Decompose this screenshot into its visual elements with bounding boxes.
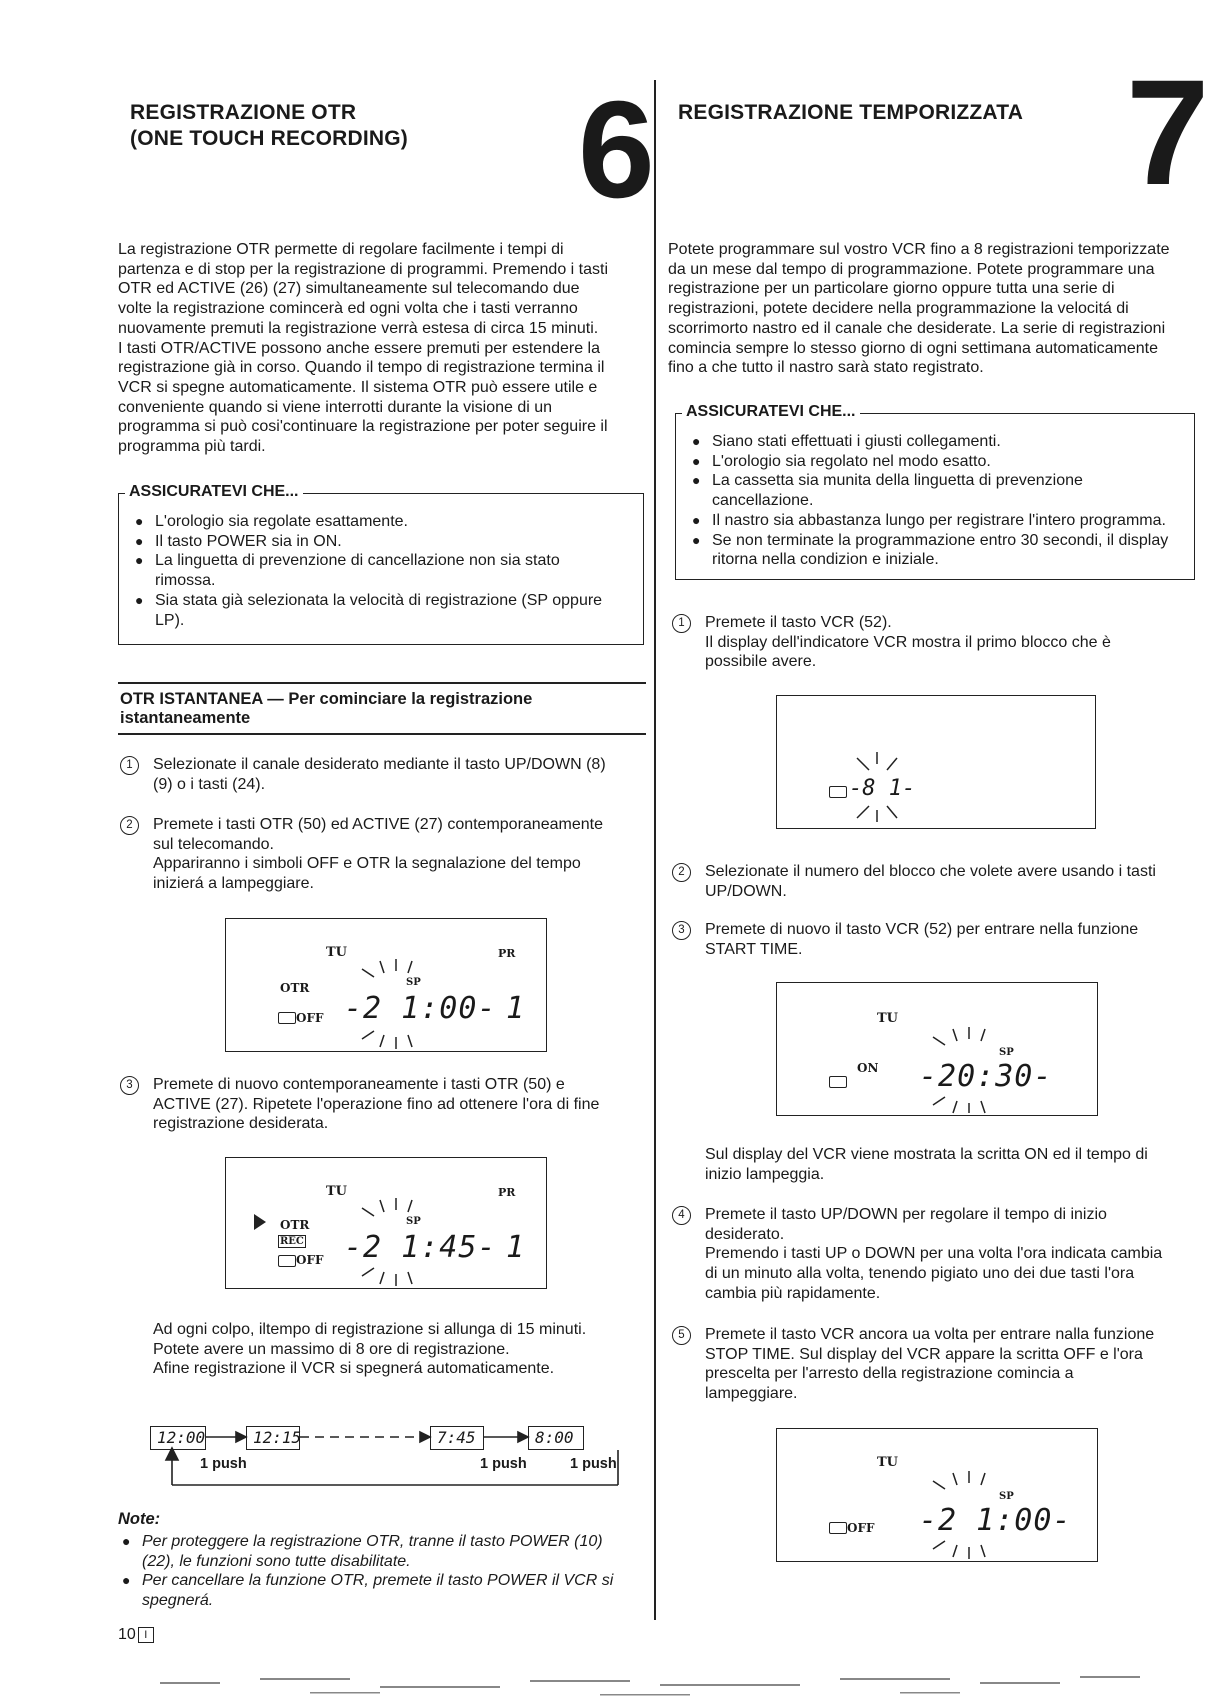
lcd-sp-label: SP <box>406 977 421 988</box>
lcd-tu-label: TU <box>877 1011 899 1026</box>
right-check-list <box>688 432 1188 570</box>
blink-rays-icon <box>777 696 1095 828</box>
lcd-tu-label: TU <box>326 1184 348 1199</box>
lcd-time-readout: -2 1:45- <box>344 1230 497 1265</box>
note-item: ● Per cancellare la funzione OTR, premete il tasto POWER il VCR si spegnerá. <box>122 1572 614 1610</box>
step-number-circle: 3 <box>120 1076 139 1095</box>
right-intro-line: da un mese dal tempo di programmazione. Potete programmare una <box>668 260 1155 278</box>
lcd-channel-readout: 1 <box>506 991 526 1026</box>
blink-rays-icon <box>226 919 546 1051</box>
right-on-line: Sul display del VCR viene mostrata la scritta ON ed il tempo di <box>705 1146 1148 1163</box>
step-text: Selezionate il canale desiderato mediante il tasto UP/DOWN (8) (9) o i tasti (24). <box>153 756 606 793</box>
lcd-otr-label: OTR <box>280 1218 310 1232</box>
lcd-rec-label: REC <box>280 1236 304 1247</box>
push-label-2: 1 push <box>480 1456 527 1472</box>
lcd-time-readout: -20:30- <box>919 1059 1053 1094</box>
left-intro-line: OTR ed ACTIVE (26) (27) simultaneamente sul telecomando due <box>118 280 580 298</box>
note-item: ● Per proteggere la registrazione OTR, tranne il tasto POWER (10) (22), le funzioni sono tutte disabilitate. <box>122 1533 603 1570</box>
lcd-display-otr-off <box>225 918 547 1052</box>
left-intro-line: I tasti OTR/ACTIVE possono anche essere premuti per estendere la <box>118 339 601 357</box>
left-intro-paragraph <box>118 240 638 457</box>
sequence-time-3: 7:45 <box>430 1426 484 1450</box>
check-item: ● L'orologio sia regolato nel modo esatto. <box>692 452 991 470</box>
right-intro-line: Potete programmare sul vostro VCR fino a 8 registrazioni temporizzate <box>668 241 1170 258</box>
left-intro-line: conveniente quando si viene interrotti durante la visione di un <box>118 398 553 416</box>
check-item: ● L'orologio sia regolate esattamente. <box>135 513 408 530</box>
page-language-box: I <box>138 1627 154 1643</box>
check-item: ● Siano stati effettuati i giusti collegamenti. <box>692 433 1001 450</box>
check-item: ● Il tasto POWER sia in ON. <box>135 532 342 550</box>
blink-rays-icon <box>777 1429 1097 1561</box>
step-number-circle: 3 <box>672 921 691 940</box>
lcd-time-readout: -2 1:00- <box>919 1503 1072 1538</box>
step-text: Premete di nuovo il tasto VCR (52) per entrare nella funzione START TIME. <box>705 921 1139 958</box>
left-intro-line: programma più tardi. <box>118 438 266 456</box>
scan-noise <box>60 1672 1180 1702</box>
sequence-time-4: 8:00 <box>528 1426 584 1450</box>
right-intro-line: comincia sempre lo stesso giorno di ogni settimana automaticamente <box>668 339 1159 357</box>
step-text: Premete i tasti OTR (50) ed ACTIVE (27) contemporaneamente sul telecomando. Appariranno i simboli OFF e OTR la segnalazione del tempo inizierá a lampeggiare. <box>153 816 603 893</box>
left-sub-rule-bottom <box>118 733 646 735</box>
lcd-pr-label: PR <box>498 1186 516 1199</box>
check-item: LP). <box>155 611 185 629</box>
left-after-line: Ad ogni colpo, iltempo di registrazione si allunga di 15 minuti. <box>153 1321 587 1338</box>
left-check-title: ASSICURATEVI CHE... <box>125 483 303 501</box>
step-number-circle: 4 <box>672 1206 691 1225</box>
check-item: ● Se non terminate la programmazione entro 30 secondi, il display <box>692 531 1169 549</box>
step-number-circle: 5 <box>672 1326 691 1345</box>
lcd-tu-label: TU <box>326 945 348 960</box>
left-intro-line: nuovamente premuti la registrazione verrà estesa di circa 15 minuti. <box>118 319 599 337</box>
left-sub-title: OTR ISTANTANEA — Per cominciare la registrazione istantaneamente <box>120 690 533 727</box>
check-item: ● Il nastro sia abbastanza lungo per registrare l'intero programma. <box>692 511 1166 529</box>
check-item: ● La linguetta di prevenzione di cancellazione non sia stato <box>135 552 560 570</box>
right-section-number: 7 <box>1126 48 1210 216</box>
lcd-off-label: OFF <box>847 1521 875 1535</box>
right-intro-line: registrazione per un particolare giorno oppure tutta una serie di <box>668 280 1115 298</box>
step-text: Selezionate il numero del blocco che volete avere usando i tasti UP/DOWN. <box>705 863 1156 900</box>
step-text: Premete il tasto VCR (52). Il display dell'indicatore VCR mostra il primo blocco che è possibile avere. <box>705 614 1111 671</box>
step-text: Premete il tasto UP/DOWN per regolare il tempo di inizio desiderato. Premendo i tasti UP o DOWN per una volta l'ora indicata cambia di un minuto alla volta, tenendo pigiato uno dei due tasti l'ora cambia più rapidamente. <box>705 1206 1163 1302</box>
right-section-title: REGISTRAZIONE TEMPORIZZATA <box>678 101 1024 124</box>
lcd-channel-readout: 1 <box>506 1230 526 1265</box>
left-sub-rule-top <box>118 682 646 684</box>
right-check-title: ASSICURATEVI CHE... <box>682 403 860 421</box>
bullet-icon: ● <box>135 513 144 529</box>
left-section-title: REGISTRAZIONE OTR (ONE TOUCH RECORDING) <box>130 101 408 150</box>
lcd-off-label: OFF <box>296 1011 324 1025</box>
note-list <box>118 1532 648 1611</box>
right-intro-line: scorrimorto nastro ed il canale che desiderate. La serie di registrazioni <box>668 319 1166 337</box>
left-intro-line: programma si può cosi'continuare la registrazione per poter seguire il <box>118 418 608 436</box>
bullet-icon: ● <box>122 1572 131 1589</box>
right-check-box <box>675 403 1195 580</box>
step-text: Premete il tasto VCR ancora ua volta per entrare nalla funzione STOP TIME. Sul display del VCR appare la scritta OFF e l'ora prescelta per l'arresto della registrazione comincia a lampeggiare. <box>705 1326 1155 1403</box>
note-title: Note: <box>118 1510 161 1528</box>
left-check-box <box>118 483 644 645</box>
left-check-list <box>131 512 631 630</box>
step-number-circle: 1 <box>120 756 139 775</box>
right-on-line: inizio lampeggia. <box>705 1165 825 1183</box>
sequence-arrows <box>150 1420 620 1490</box>
right-intro-line: registrazioni, potete decidere nella programmazione la velocitá di <box>668 300 1129 318</box>
bullet-icon: ● <box>692 433 701 449</box>
left-after-line: Potete avere un massimo di 8 ore di registrazione. <box>153 1340 510 1358</box>
check-item: ritorna nella condizion e iniziale. <box>712 551 939 569</box>
bullet-icon: ● <box>692 531 701 548</box>
bullet-icon: ● <box>135 552 144 569</box>
left-intro-line: La registrazione OTR permette di regolare facilmente i tempi di <box>118 241 564 258</box>
lcd-otr-label: OTR <box>280 981 310 995</box>
check-item: cancellazione. <box>712 492 814 510</box>
column-divider <box>654 80 656 1620</box>
step-text: Premete di nuovo contemporaneamente i tasti OTR (50) e ACTIVE (27). Ripetete l'operazione fino ad ottenere l'ora di fine registrazione desiderata. <box>153 1076 600 1133</box>
left-after-paragraph <box>153 1320 643 1379</box>
left-intro-line: registrazione già in corso. Quando il tempo di registrazione termina il <box>118 359 605 377</box>
bullet-icon: ● <box>692 511 701 528</box>
lcd-display-block <box>776 695 1096 829</box>
step-number-circle: 2 <box>120 816 139 835</box>
lcd-display-stop-time <box>776 1428 1098 1562</box>
lcd-display-otr-rec <box>225 1157 547 1289</box>
push-label-1: 1 push <box>200 1456 247 1472</box>
bullet-icon: ● <box>135 532 144 549</box>
lcd-display-start-time <box>776 982 1098 1116</box>
right-intro-line: fino a che tutto il nastro sarà stato registrato. <box>668 359 984 377</box>
check-item: ● Sia stata già selezionata la velocità di registrazione (SP oppure <box>135 591 603 609</box>
right-on-paragraph <box>705 1145 1195 1184</box>
lcd-tu-label: TU <box>877 1455 899 1470</box>
bullet-icon: ● <box>692 472 701 489</box>
sequence-time-1: 12:00 <box>150 1426 206 1450</box>
left-intro-line: volte la registrazione comincerà ed ogni volta che i tasti verranno <box>118 300 578 318</box>
step-number-circle: 2 <box>672 863 691 882</box>
page-number: 10 I <box>118 1626 154 1644</box>
push-label-3: 1 push <box>570 1456 617 1472</box>
bullet-icon: ● <box>135 591 144 608</box>
lcd-time-readout: -2 1:00- <box>344 991 497 1026</box>
left-after-line: Afine registrazione il VCR si spegnerá automaticamente. <box>153 1360 555 1378</box>
sequence-time-2: 12:15 <box>246 1426 300 1450</box>
lcd-sp-label: SP <box>406 1216 421 1227</box>
bullet-icon: ● <box>692 452 701 469</box>
blink-rays-icon <box>777 983 1097 1115</box>
lcd-sp-label: SP <box>999 1047 1014 1058</box>
lcd-sp-label: SP <box>999 1491 1014 1502</box>
lcd-off-label: OFF <box>296 1253 324 1267</box>
blink-rays-icon <box>226 1158 546 1288</box>
left-section-number: 6 <box>578 73 655 227</box>
bullet-icon: ● <box>122 1533 131 1549</box>
step-number-circle: 1 <box>672 614 691 633</box>
left-intro-line: partenza e di stop per la registrazione di programmi. Premendo i tasti <box>118 260 609 278</box>
lcd-on-label: ON <box>857 1061 879 1075</box>
check-item: ● La cassetta sia munita della linguetta di prevenzione <box>692 472 1083 490</box>
lcd-pr-label: PR <box>498 947 516 960</box>
right-intro-paragraph <box>668 240 1188 378</box>
check-item: rimossa. <box>155 572 216 590</box>
left-intro-line: VCR si spegne automaticamente. Il sistema OTR può essere utile e <box>118 378 598 396</box>
lcd-block-readout: -8 1- <box>849 776 916 801</box>
